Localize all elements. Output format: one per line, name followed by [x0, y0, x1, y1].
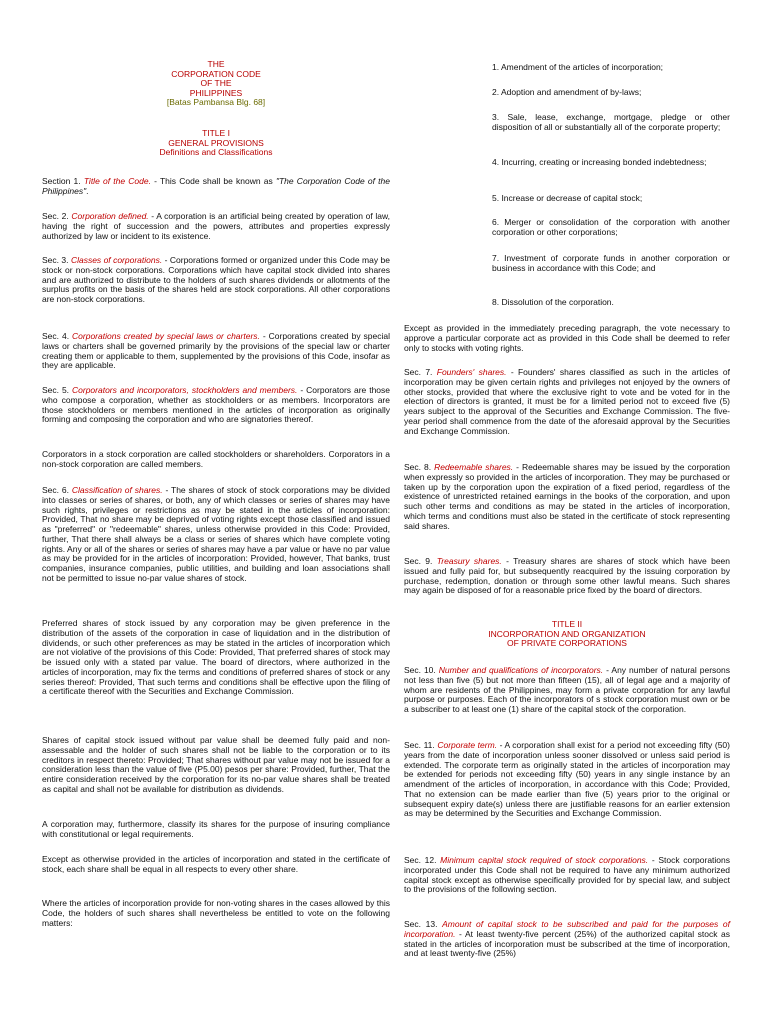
section-8 — [404, 463, 730, 531]
title-1-line-3: Definitions and Classifications — [159, 147, 273, 158]
voting-matter-7: 7. Investment of corporate funds in another corporation or business in accordance with this Code; and — [492, 253, 730, 273]
section-8-heading: Redeemable shares. — [434, 462, 514, 472]
section-5-body: - Corporators are those who compose a corporation, whether as stockholders or as members. Incorporators are those stockholders or members mentioned in the articles of incorporation as originally forming and composing the corporation and who are signatories thereof. — [42, 385, 390, 425]
header-line-5: [Batas Pambansa Blg. 68] — [166, 97, 266, 108]
section-13-body: - At least twenty-five percent (25%) of the authorized capital stock as stated in the articles of incorporation must be subscribed at the time of incorporation, and at least twenty-five (25%) — [404, 928, 730, 959]
voting-matter-3: 3. Sale, lease, exchange, mortgage, pledge or other disposition of all or substantially all of the corporate property; — [492, 112, 730, 132]
voting-matter-5: 5. Increase or decrease of capital stock; — [492, 193, 643, 203]
section-6-paragraph-2: Preferred shares of stock issued by any corporation may be given preference in the distribution of the assets of the corporation in case of liquidation and in the distribution of dividends, or such other preferences as may be stated in the articles of incorporation which are not violative of the provisions of this Code: Provided, That preferred shares of stock may be issued only with a stated par value. The board of directors, where authorized in the articles of incorporation, may fix the terms and conditions of preferred shares of stock or any series thereof: Provided, That such terms and conditions shall be effective upon the filing of a certificate thereof with the Securities and Exchange Commission. — [42, 618, 390, 697]
section-2 — [42, 212, 390, 241]
section-6-paragraph-5: Except as otherwise provided in the articles of incorporation and stated in the certificate of stock, each share shall be equal in all respects to every other share. — [42, 854, 390, 874]
section-8-body: - Redeemable shares may be issued by the corporation when expressly so provided in the articles of incorporation. They may be purchased or taken up by the corporation upon the expiration of a fixed period, regardless of the existence of unrestricted retained earnings in the books of the corporation, and upon such other terms and conditions as may be stated in the articles of incorporation, which terms and conditions must also be stated in the certificate of stock representing said shares. — [404, 462, 730, 531]
title-2-line-3: OF PRIVATE CORPORATIONS — [507, 638, 627, 649]
title-1-line-1: TITLE I — [202, 128, 230, 138]
voting-paragraph: Except as provided in the immediately preceding paragraph, the vote necessary to approve a particular corporate act as provided in this Code shall be deemed to refer only to stocks with voting rights. — [404, 323, 730, 353]
section-1-heading: Title of the Code. — [83, 176, 151, 186]
section-1-code-name: "The Corporation Code of the Philippines" — [42, 176, 390, 196]
section-4 — [42, 332, 390, 371]
voting-matter-6: 6. Merger or consolidation of the corporation with another corporation or other corporations; — [492, 217, 730, 237]
section-10-prefix: Sec. 10. — [404, 665, 436, 675]
title-2-line-1: TITLE II — [551, 619, 583, 629]
document-header — [42, 60, 390, 108]
voting-matter-1: 1. Amendment of the articles of incorporation; — [492, 62, 664, 72]
section-3 — [42, 256, 390, 305]
section-11 — [404, 741, 730, 819]
section-2-prefix: Sec. 2. — [42, 211, 69, 221]
section-1 — [42, 177, 390, 197]
voting-matter-4: 4. Incurring, creating or increasing bonded indebtedness; — [492, 157, 707, 167]
section-10-body: - Any number of natural persons not less than five (5) but not more than fifteen (15), all of legal age and a majority of whom are residents of the Philippines, may form a private corporation for any lawful purpose or purposes. Each of the incorporators of s stock corporation must own or be a subscriber to at least one (1) share of the capital stock of the corporation. — [404, 665, 730, 715]
section-9-prefix: Sec. 9. — [404, 556, 433, 566]
section-12 — [404, 856, 730, 895]
section-1-end: . — [86, 185, 89, 196]
section-13-prefix: Sec. 13. — [404, 919, 438, 929]
section-5-heading: Corporators and incorporators, stockholders and members. — [72, 385, 298, 395]
voting-matter-8: 8. Dissolution of the corporation. — [492, 297, 614, 307]
section-9 — [404, 557, 730, 596]
section-12-body: - Stock corporations incorporated under this Code shall not be required to have any minimum authorized capital stock except as otherwise specifically provided for by special law, and subject to the provisions of the following section. — [404, 855, 731, 895]
section-7 — [404, 368, 730, 436]
voting-matter-2: 2. Adoption and amendment of by-laws; — [492, 87, 642, 97]
section-3-prefix: Sec. 3. — [42, 255, 69, 265]
section-7-body: - Founders' shares classified as such in the articles of incorporation may be given certain rights and privileges not enjoyed by the owners of other stocks, provided that where the exclusive right to vote and be voted for in the election of directors is granted, it must be for a limited period not to exceed five (5) years subject to the approval of the Securities and Exchange Commission. The five-year period shall commence from the date of the aforesaid approval by the Securities and Exchange Commission. — [404, 367, 730, 436]
section-6-prefix: Sec. 6. — [42, 485, 69, 495]
section-12-heading: Minimum capital stock required of stock corporations. — [440, 855, 649, 865]
section-13-heading: Amount of capital stock to be subscribed and paid for the purposes of incorporation. — [404, 919, 730, 939]
section-1-prefix: Section 1. — [42, 176, 81, 186]
section-6-paragraph-4: A corporation may, furthermore, classify its shares for the purpose of insuring compliance with constitutional or legal requirements. — [42, 819, 390, 839]
section-4-body: - Corporations created by special laws or charters shall be governed primarily by the provisions of the special law or charter creating them or applicable to them, supplemented by the provisions of this Code, insofar as they are applicable. — [42, 331, 390, 371]
header-line-4: PHILIPPINES — [189, 87, 243, 98]
section-8-prefix: Sec. 8. — [404, 462, 432, 472]
section-6-heading: Classification of shares. — [71, 485, 163, 495]
section-7-prefix: Sec. 7. — [404, 367, 433, 377]
section-3-heading: Classes of corporations. — [70, 255, 163, 265]
header-line-2: CORPORATION CODE — [171, 68, 261, 79]
section-4-prefix: Sec. 4. — [42, 331, 70, 341]
section-2-heading: Corporation defined. — [71, 211, 149, 221]
section-5-paragraph-2: Corporators in a stock corporation are called stockholders or shareholders. Corporators in a non-stock corporation are called members. — [42, 449, 390, 469]
section-11-body: - A corporation shall exist for a period not exceeding fifty (50) years from the date of incorporation unless sooner dissolved or unless said period is extended. The corporate term as originally stated in the articles of incorporation may be extended for periods not exceeding fifty (50) years in any single instance by an amendment of the articles of incorporation, in accordance with this Code; Provided, That no extension can be made earlier than five (5) years prior to the original or subsequent expiry date(s) unless there are justifiable reasons for an earlier extension as may be determined by the Securities and Exchange Commission. — [404, 740, 730, 819]
header-line-3: OF THE — [200, 78, 232, 89]
section-5-prefix: Sec. 5. — [42, 385, 70, 395]
section-12-prefix: Sec. 12. — [404, 855, 437, 865]
section-11-heading: Corporate term. — [437, 740, 498, 750]
section-9-heading: Treasury shares. — [436, 556, 502, 566]
title-2-heading — [404, 620, 730, 649]
section-13 — [404, 920, 730, 959]
title-1-line-2: GENERAL PROVISIONS — [168, 137, 264, 148]
header-line-1: THE — [207, 59, 225, 69]
section-9-body: - Treasury shares are shares of stock which have been issued and fully paid for, but subsequently reacquired by the issuing corporation by purchase, redemption, donation or through some other lawful means. Such shares may again be disposed of for a reasonable price fixed by the board of directors. — [404, 556, 730, 596]
section-2-body: - A corporation is an artificial being created by operation of law, having the right of succession and the powers, attributes and properties expressly authorized by law or incident to its existence. — [42, 211, 390, 241]
section-7-heading: Founders' shares. — [436, 367, 507, 377]
section-3-body: - Corporations formed or organized under this Code may be stock or non-stock corporations. Corporations which have capital stock divided into shares and are authorized to distribute to the holders of such shares dividends or allotments of the surplus profits on the basis of the shares held are stock corporations. All other corporations are non-stock corporations. — [42, 255, 390, 305]
section-5 — [42, 386, 390, 425]
section-11-prefix: Sec. 11. — [404, 740, 435, 750]
section-4-heading: Corporations created by special laws or charters. — [72, 331, 260, 341]
section-1-body: - This Code shall be known as — [150, 176, 276, 186]
section-6-paragraph-3: Shares of capital stock issued without par value shall be deemed fully paid and non-assessable and the holder of such shares shall not be liable to the corporation or to its creditors in respect thereto: Provided; That shares without par value may not be issued for a consideration less than the value of five (P5.00) pesos per share: Provided, further, That the entire consideration received by the corporation for its no-par value shares shall be treated as capital and shall not be available for distribution as dividends. — [42, 735, 390, 794]
section-10 — [404, 666, 730, 715]
section-10-heading: Number and qualifications of incorporators. — [438, 665, 604, 675]
section-6-paragraph-6: Where the articles of incorporation provide for non-voting shares in the cases allowed by this Code, the holders of such shares shall nevertheless be entitled to vote on the following matters: — [42, 898, 390, 928]
section-6 — [42, 486, 390, 584]
section-6-body: - The shares of stock of stock corporations may be divided into classes or series of shares, or both, any of which classes or series of shares may have such rights, privileges or restrictions as may be stated in the articles of incorporation: Provided, That no share may be deprived of voting rights except those classified and issued as "preferred" or "redeemable" shares, unless otherwise provided in this Code: Provided, further, That there shall always be a class or series of shares which have complete voting rights. Any or all of the shares or series of shares may have a par value or have no par value as may be provided for in the articles of incorporation: Provided, however, That banks, trust companies, insurance companies, public utilities, and building and loan associations shall not be permitted to issue no-par value shares of stock. — [42, 485, 390, 583]
title-2-line-2: INCORPORATION AND ORGANIZATION — [488, 628, 646, 639]
title-1-heading — [42, 129, 390, 158]
